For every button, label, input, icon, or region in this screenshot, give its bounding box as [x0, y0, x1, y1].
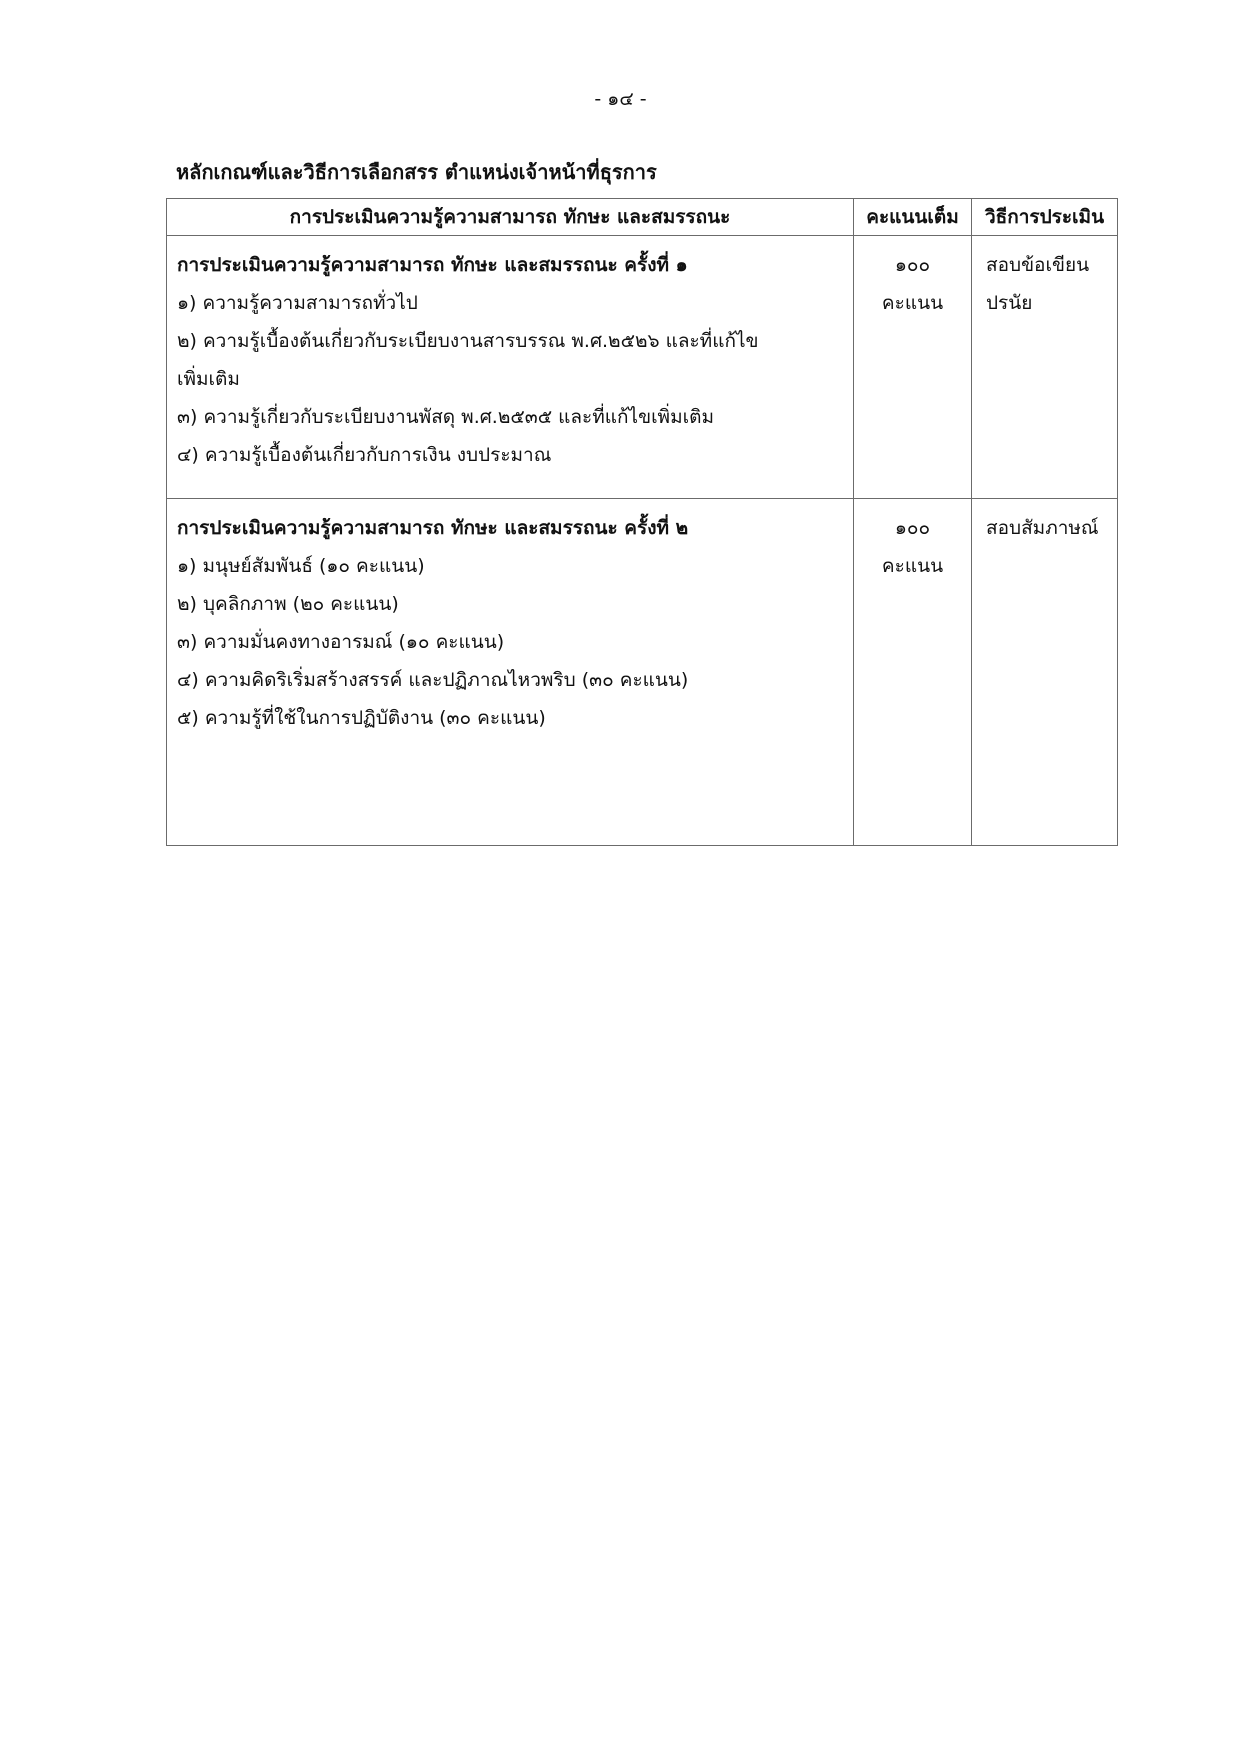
- method-cell: [972, 499, 1118, 846]
- criteria-item: ๕) ความรู้ที่ใช้ในการปฏิบัติงาน (๓๐ คะแนน): [177, 707, 546, 729]
- table-row-assessment-1: [167, 236, 1118, 499]
- document-title: หลักเกณฑ์และวิธีการเลือกสรร ตำแหน่งเจ้าหน้าที่ธุรการ: [176, 160, 657, 184]
- criteria-item: ๑) มนุษย์สัมพันธ์ (๑๐ คะแนน): [177, 555, 425, 577]
- row-heading: การประเมินความรู้ความสามารถ ทักษะ และสมรรถนะ ครั้งที่ ๑: [177, 254, 688, 276]
- header-method: วิธีการประเมิน: [972, 199, 1118, 236]
- criteria-item: ๒) ความรู้เบื้องต้นเกี่ยวกับระเบียบงานสารบรรณ พ.ศ.๒๕๒๖ และที่แก้ไข: [177, 330, 759, 352]
- score-cell: [854, 499, 972, 846]
- score-unit: คะแนน: [881, 555, 944, 577]
- criteria-item: ๓) ความรู้เกี่ยวกับระเบียบงานพัสดุ พ.ศ.๒๕๓๕ และที่แก้ไขเพิ่มเติม: [177, 406, 714, 428]
- criteria-table: [166, 198, 1118, 846]
- score-value: ๑๐๐: [894, 517, 931, 539]
- score-value: ๑๐๐: [894, 254, 931, 276]
- criteria-item: ๒) บุคลิกภาพ (๒๐ คะแนน): [177, 593, 399, 615]
- method-text: ปรนัย: [986, 292, 1033, 314]
- row-heading: การประเมินความรู้ความสามารถ ทักษะ และสมรรถนะ ครั้งที่ ๒: [177, 517, 689, 539]
- score-cell: [854, 236, 972, 499]
- table-header-row: [167, 199, 1118, 236]
- criteria-item: ๑) ความรู้ความสามารถทั่วไป: [177, 292, 418, 314]
- method-cell: [972, 236, 1118, 499]
- criteria-cell: [167, 499, 854, 846]
- criteria-item: ๔) ความรู้เบื้องต้นเกี่ยวกับการเงิน งบประมาณ: [177, 444, 552, 466]
- header-score: คะแนนเต็ม: [854, 199, 972, 236]
- criteria-item: ๔) ความคิดริเริ่มสร้างสรรค์ และปฏิภาณไหวพริบ (๓๐ คะแนน): [177, 669, 689, 691]
- table-row-assessment-2: [167, 499, 1118, 846]
- method-text: สอบสัมภาษณ์: [986, 517, 1099, 539]
- criteria-item-continuation: เพิ่มเติม: [177, 368, 240, 390]
- criteria-cell: [167, 236, 854, 499]
- score-unit: คะแนน: [881, 292, 944, 314]
- criteria-item: ๓) ความมั่นคงทางอารมณ์ (๑๐ คะแนน): [177, 631, 505, 653]
- header-criteria: การประเมินความรู้ความสามารถ ทักษะ และสมรรถนะ: [167, 199, 854, 236]
- method-text: สอบข้อเขียน: [986, 254, 1090, 276]
- page-number: - ๑๔ -: [594, 88, 647, 110]
